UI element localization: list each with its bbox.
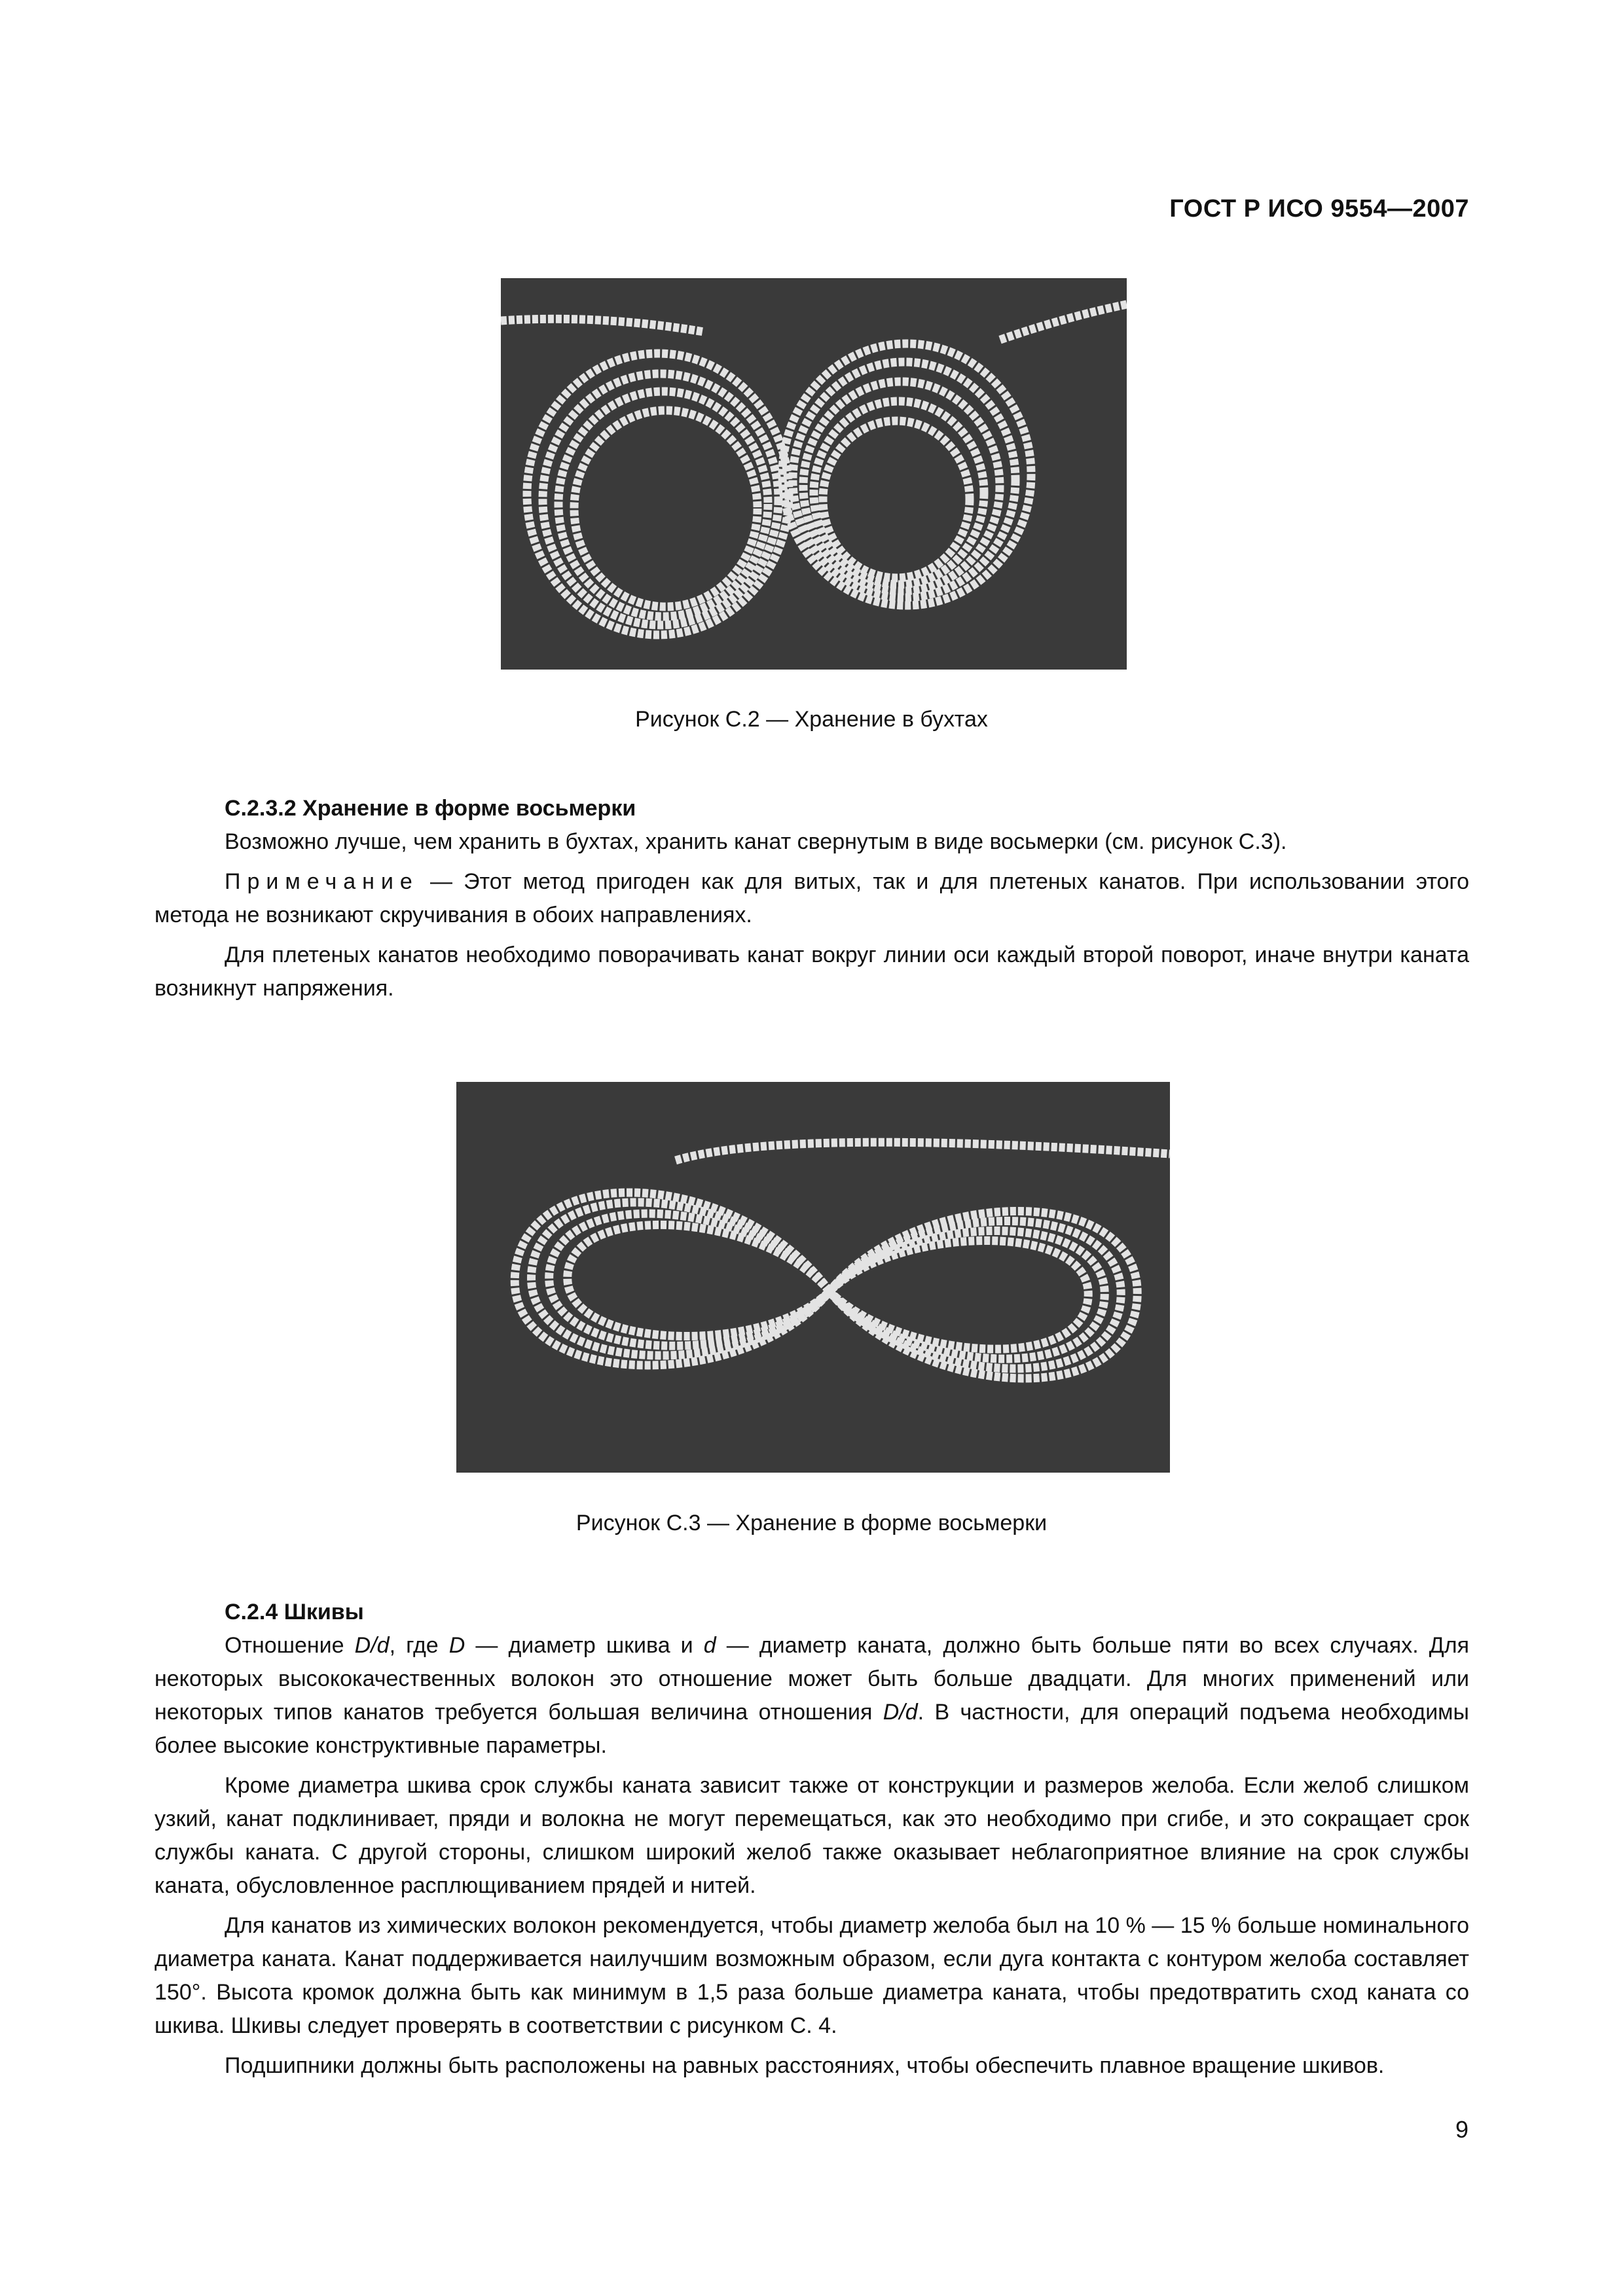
section-c24-paragraph-4: Подшипники должны быть расположены на равных расстояниях, чтобы обеспечить плавное вращение шкивов. [225, 2053, 1385, 2078]
text-run: , где [389, 1633, 449, 1658]
section-c24-paragraph-2: Кроме диаметра шкива срок службы каната зависит также от конструкции и размеров желоба. Если желоб слишком узкий, канат подклинивает, пряди и волокна не могут перемещаться, как это необходимо при сгибе, и это сокращает срок службы каната. С другой стороны, слишком широкий желоб также оказывает неблагоприятное влияние на срок службы каната, обусловленное расплющиванием прядей и нитей. [155, 1773, 1469, 1898]
document-code-header: ГОСТ Р ИСО 9554—2007 [1169, 195, 1469, 223]
section-c232 [155, 792, 1469, 1012]
section-c24-paragraph-3: Для канатов из химических волокон рекомендуется, чтобы диаметр желоба был на 10 % — 15 % больше номинального диаметра каната. Канат поддерживается наилучшим возможным образом, если дуга контакта с контуром желоба составляет 150°. Высота кромок должна быть как минимум в 1,5 раза больше диаметра каната, чтобы предотвратить сход каната со шкива. Шкивы следует проверять в соответствии с рисунком С. 4. [155, 1913, 1469, 2038]
symbol-D: D [448, 1633, 465, 1658]
rope-figure-eight-photo [456, 1082, 1170, 1473]
text-run: — диаметр каната, должно быть больше пяти во всех случаях. Для некоторых высококачественных волокон это отношение может быть больше двадцати. Для многих применений или некоторых типов канатов требуется большая величина отношения [155, 1633, 1470, 1725]
section-c24 [155, 1596, 1469, 2089]
ratio-symbol: D/d [354, 1633, 390, 1658]
text-run: . В частности, для операций подъема необходимы более высокие конструктивные параметры. [155, 1700, 1469, 1758]
note-text: — Этот метод пригоден как для витых, так и для плетеных канатов. При использовании этого метода не возникают скручивания в обоих направлениях. [155, 869, 1469, 927]
note-label: Примечание [225, 869, 419, 894]
section-c24-heading: С.2.4 Шкивы [225, 1600, 364, 1624]
ratio-symbol: D/d [883, 1700, 918, 1725]
rope-figure-eight-illustration [456, 1082, 1170, 1473]
figure-c3-caption: Рисунок С.3 — Хранение в форме восьмерки [575, 1511, 1048, 1535]
text-run: — диаметр шкива и [465, 1633, 704, 1658]
section-c232-note [155, 865, 1469, 932]
section-c232-heading: С.2.3.2 Хранение в форме восьмерки [225, 796, 636, 821]
rope-coils-illustration [501, 278, 1127, 670]
rope-coils-photo [501, 278, 1127, 670]
page-number: 9 [1455, 2116, 1468, 2143]
symbol-d: d [703, 1633, 716, 1658]
figure-c2-caption: Рисунок С.2 — Хранение в бухтах [635, 707, 988, 732]
section-c24-paragraph-1 [155, 1629, 1469, 1763]
section-c232-paragraph-2: Для плетеных канатов необходимо поворачивать канат вокруг линии оси каждый второй поворот, иначе внутри каната возникнут напряжения. [155, 942, 1469, 1001]
section-c232-paragraph-1: Возможно лучше, чем хранить в бухтах, хранить канат свернутым в виде восьмерки (см. рисунок С.3). [225, 829, 1287, 854]
text-run: Отношение [225, 1633, 355, 1658]
